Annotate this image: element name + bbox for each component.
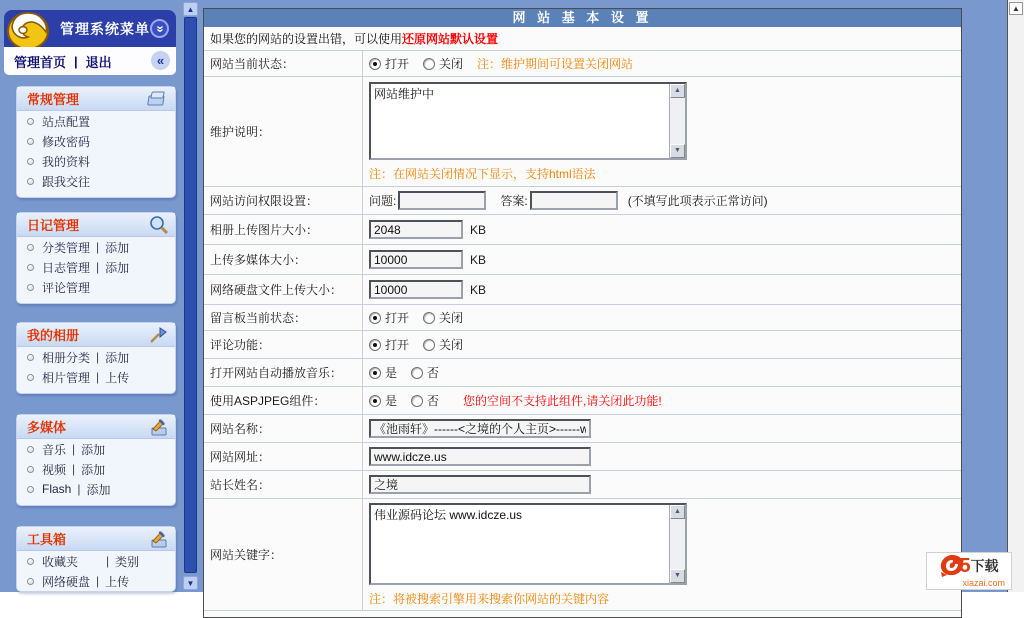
item-action-link[interactable]: 类别 <box>115 554 140 569</box>
field-label: 评论功能： <box>204 331 363 358</box>
section-header <box>17 213 175 237</box>
bullet-icon <box>27 284 34 291</box>
settings-panel <box>203 8 962 618</box>
field-label: 站长姓名： <box>204 471 363 498</box>
scroll-up-icon[interactable]: ▲ <box>1009 2 1023 15</box>
field-label: 维护说明： <box>204 77 363 186</box>
item-action-link[interactable]: 添加 <box>86 482 111 497</box>
field-label: 使用ASPJPEG组件： <box>204 387 363 414</box>
row-guestbook-status: 留言板当前状态： 打开 关闭 <box>204 305 961 331</box>
brush-disk-icon <box>147 417 169 437</box>
section-header <box>17 415 175 439</box>
bullet-icon <box>27 118 34 125</box>
unit-label: KB <box>470 282 487 297</box>
maintenance-textarea[interactable] <box>371 84 668 158</box>
pushpin-icon <box>147 325 169 345</box>
bullet-icon <box>27 244 34 251</box>
album-image-size-input[interactable] <box>369 220 463 239</box>
section-header <box>17 87 175 111</box>
bullet-icon <box>27 158 34 165</box>
sidebar-item-favorites[interactable]: 收藏夹 | 类别 <box>17 551 175 571</box>
sidebar-item-comment-manage[interactable]: 评论管理 <box>17 277 175 297</box>
sidebar-item-photo-manage[interactable]: 相片管理 | 上传 <box>17 367 175 387</box>
bullet-icon <box>27 466 34 473</box>
intro-row <box>204 27 961 51</box>
nav-home-link[interactable]: 管理首页 <box>14 54 67 70</box>
row-site-name <box>204 415 961 443</box>
nav-logout-link[interactable]: 退出 <box>85 54 112 70</box>
field-label: 网站当前状态： <box>204 51 363 76</box>
section-title: 我的相册 <box>27 328 80 343</box>
row-site-url <box>204 443 961 471</box>
item-action-link[interactable]: 上传 <box>105 574 130 589</box>
field-label: 网站网址： <box>204 443 363 470</box>
sidebar-item-video[interactable]: 视频 | 添加 <box>17 459 175 479</box>
radio-yes[interactable] <box>369 367 381 379</box>
item-action-link[interactable]: 添加 <box>81 462 106 477</box>
row-site-status: 网站当前状态： 打开 关闭 注：维护期间可设置关闭网站 <box>204 51 961 77</box>
item-action-link[interactable]: 添加 <box>81 442 106 457</box>
sidebar-section-album <box>16 322 176 394</box>
sidebar-section-general <box>16 86 176 198</box>
sidebar-nav <box>4 47 176 75</box>
section-title: 工具箱 <box>27 532 67 547</box>
item-action-link[interactable]: 添加 <box>105 240 130 255</box>
item-action-link[interactable]: 添加 <box>105 350 130 365</box>
question-input[interactable] <box>398 191 486 210</box>
keywords-textarea[interactable] <box>371 505 668 583</box>
keywords-textarea-frame <box>369 503 687 585</box>
field-label: 上传多媒体大小： <box>204 245 363 274</box>
section-title: 常规管理 <box>27 92 80 107</box>
chevron-double-left-icon[interactable]: « <box>151 51 170 70</box>
bullet-icon <box>27 578 34 585</box>
status-note: 注：维护期间可设置关闭网站 <box>477 57 634 71</box>
brush-disk-icon <box>147 529 169 549</box>
sidebar-header <box>4 10 176 47</box>
sidebar-section-toolbox <box>16 526 176 592</box>
section-title: 多媒体 <box>27 420 67 435</box>
a5-download-watermark <box>926 552 1012 590</box>
scrollbar-thumb[interactable] <box>184 17 197 573</box>
scroll-up-icon[interactable]: ▲ <box>670 505 685 519</box>
webmaster-name-input[interactable] <box>369 475 591 494</box>
row-maintenance-note <box>204 77 961 187</box>
field-label: 网站关键字： <box>204 499 363 610</box>
watermark-text: 下载 <box>970 558 999 574</box>
bullet-icon <box>27 374 34 381</box>
row-webmaster-name <box>204 471 961 499</box>
scroll-down-icon[interactable]: ▼ <box>670 144 685 158</box>
radio-open[interactable] <box>369 312 381 324</box>
disk-file-size-input[interactable] <box>369 280 463 299</box>
bullet-icon <box>27 486 34 493</box>
site-url-input[interactable] <box>369 447 591 466</box>
row-access-permission: 网站访问权限设置： 问题: 答案: (不填写此项表示正常访问) <box>204 187 961 215</box>
site-name-input[interactable] <box>369 419 591 438</box>
sidebar-item-album-category[interactable]: 相册分类 | 添加 <box>17 347 175 367</box>
multimedia-size-input[interactable] <box>369 250 463 269</box>
sidebar-item-music[interactable]: 音乐 | 添加 <box>17 439 175 459</box>
magnifier-icon <box>147 215 169 235</box>
field-label: 留言板当前状态： <box>204 305 363 330</box>
bullet-icon <box>27 264 34 271</box>
radio-closed[interactable] <box>423 58 435 70</box>
disk-icon <box>147 89 169 109</box>
maintenance-textarea-frame <box>369 82 687 160</box>
row-multimedia-size <box>204 245 961 275</box>
sidebar-item-my-profile[interactable]: 我的资料 <box>17 151 175 171</box>
unit-label: KB <box>470 222 487 237</box>
maintenance-note: 注：在网站关闭情况下显示，支持html语法 <box>369 166 596 181</box>
intro-text: 如果您的网站的设置出错，可以使用 <box>210 32 403 46</box>
row-album-image-size <box>204 215 961 245</box>
bullet-icon <box>27 558 34 565</box>
sidebar-scrollbar[interactable] <box>183 0 199 592</box>
radio-closed[interactable] <box>423 339 435 351</box>
section-header <box>17 323 175 347</box>
section-header <box>17 527 175 551</box>
nav-separator: | <box>74 53 78 69</box>
field-label: 网络硬盘文件上传大小： <box>204 275 363 304</box>
radio-yes[interactable] <box>369 395 381 407</box>
main-scrollbar[interactable] <box>1007 0 1024 592</box>
bullet-icon <box>27 446 34 453</box>
sidebar-section-diary <box>16 212 176 304</box>
section-title: 日记管理 <box>27 218 80 233</box>
radio-closed[interactable] <box>423 312 435 324</box>
restore-defaults-link[interactable]: 还原网站默认设置 <box>402 32 499 46</box>
radio-open[interactable] <box>369 339 381 351</box>
radio-open[interactable] <box>369 58 381 70</box>
scroll-up-icon[interactable]: ▲ <box>183 2 198 16</box>
watermark-five: 5 <box>959 555 971 577</box>
row-aspjpeg-component: 使用ASPJPEG组件： 是 否 您的空间不支持此组件,请关闭此功能! <box>204 387 961 415</box>
textarea-scrollbar[interactable] <box>669 505 685 583</box>
sidebar-item-contact-me[interactable]: 跟我交往 <box>17 171 175 191</box>
sidebar-section-multimedia <box>16 414 176 506</box>
sidebar-item-category-manage[interactable]: 分类管理 | 添加 <box>17 237 175 257</box>
sidebar-item-flash[interactable]: Flash | 添加 <box>17 479 175 499</box>
field-label: 网站名称： <box>204 415 363 442</box>
field-label: 打开网站自动播放音乐： <box>204 359 363 386</box>
panel-title: 网 站 基 本 设 置 <box>204 9 961 27</box>
textarea-scrollbar[interactable] <box>669 84 685 158</box>
watermark-domain: xiazai.com <box>962 578 1005 588</box>
row-comment-feature: 评论功能： 打开 关闭 <box>204 331 961 359</box>
aspjpeg-warning: 您的空间不支持此组件,请关闭此功能! <box>463 394 662 408</box>
item-action-link[interactable]: 添加 <box>105 260 130 275</box>
scroll-down-icon[interactable]: ▼ <box>670 569 685 583</box>
row-disk-file-size <box>204 275 961 305</box>
sidebar-title: 管理系统菜单 <box>60 20 150 37</box>
unit-label: KB <box>470 252 487 267</box>
field-label: 网站访问权限设置： <box>204 187 363 214</box>
radio-no[interactable] <box>411 367 423 379</box>
scroll-up-icon[interactable]: ▲ <box>670 84 685 98</box>
field-label: 相册上传图片大小： <box>204 215 363 244</box>
answer-input[interactable] <box>530 191 618 210</box>
sidebar-item-site-config[interactable]: 站点配置 <box>17 111 175 131</box>
sidebar-item-network-disk[interactable]: 网络硬盘 | 上传 <box>17 571 175 591</box>
sidebar-item-change-password[interactable]: 修改密码 <box>17 131 175 151</box>
bullet-icon <box>27 138 34 145</box>
bullet-icon <box>27 178 34 185</box>
row-autoplay-music: 打开网站自动播放音乐： 是 否 <box>204 359 961 387</box>
item-action-link[interactable]: 上传 <box>105 370 130 385</box>
radio-no[interactable] <box>411 395 423 407</box>
bullet-icon <box>27 354 34 361</box>
row-site-keywords <box>204 499 961 611</box>
keywords-note: 注：将被搜索引擎用来搜索你网站的关键内容 <box>369 591 610 606</box>
access-hint: (不填写此项表示正常访问) <box>627 194 768 208</box>
sidebar-item-log-manage[interactable]: 日志管理 | 添加 <box>17 257 175 277</box>
chevron-double-down-icon[interactable]: « <box>150 19 169 38</box>
scroll-down-icon[interactable]: ▼ <box>183 576 198 590</box>
